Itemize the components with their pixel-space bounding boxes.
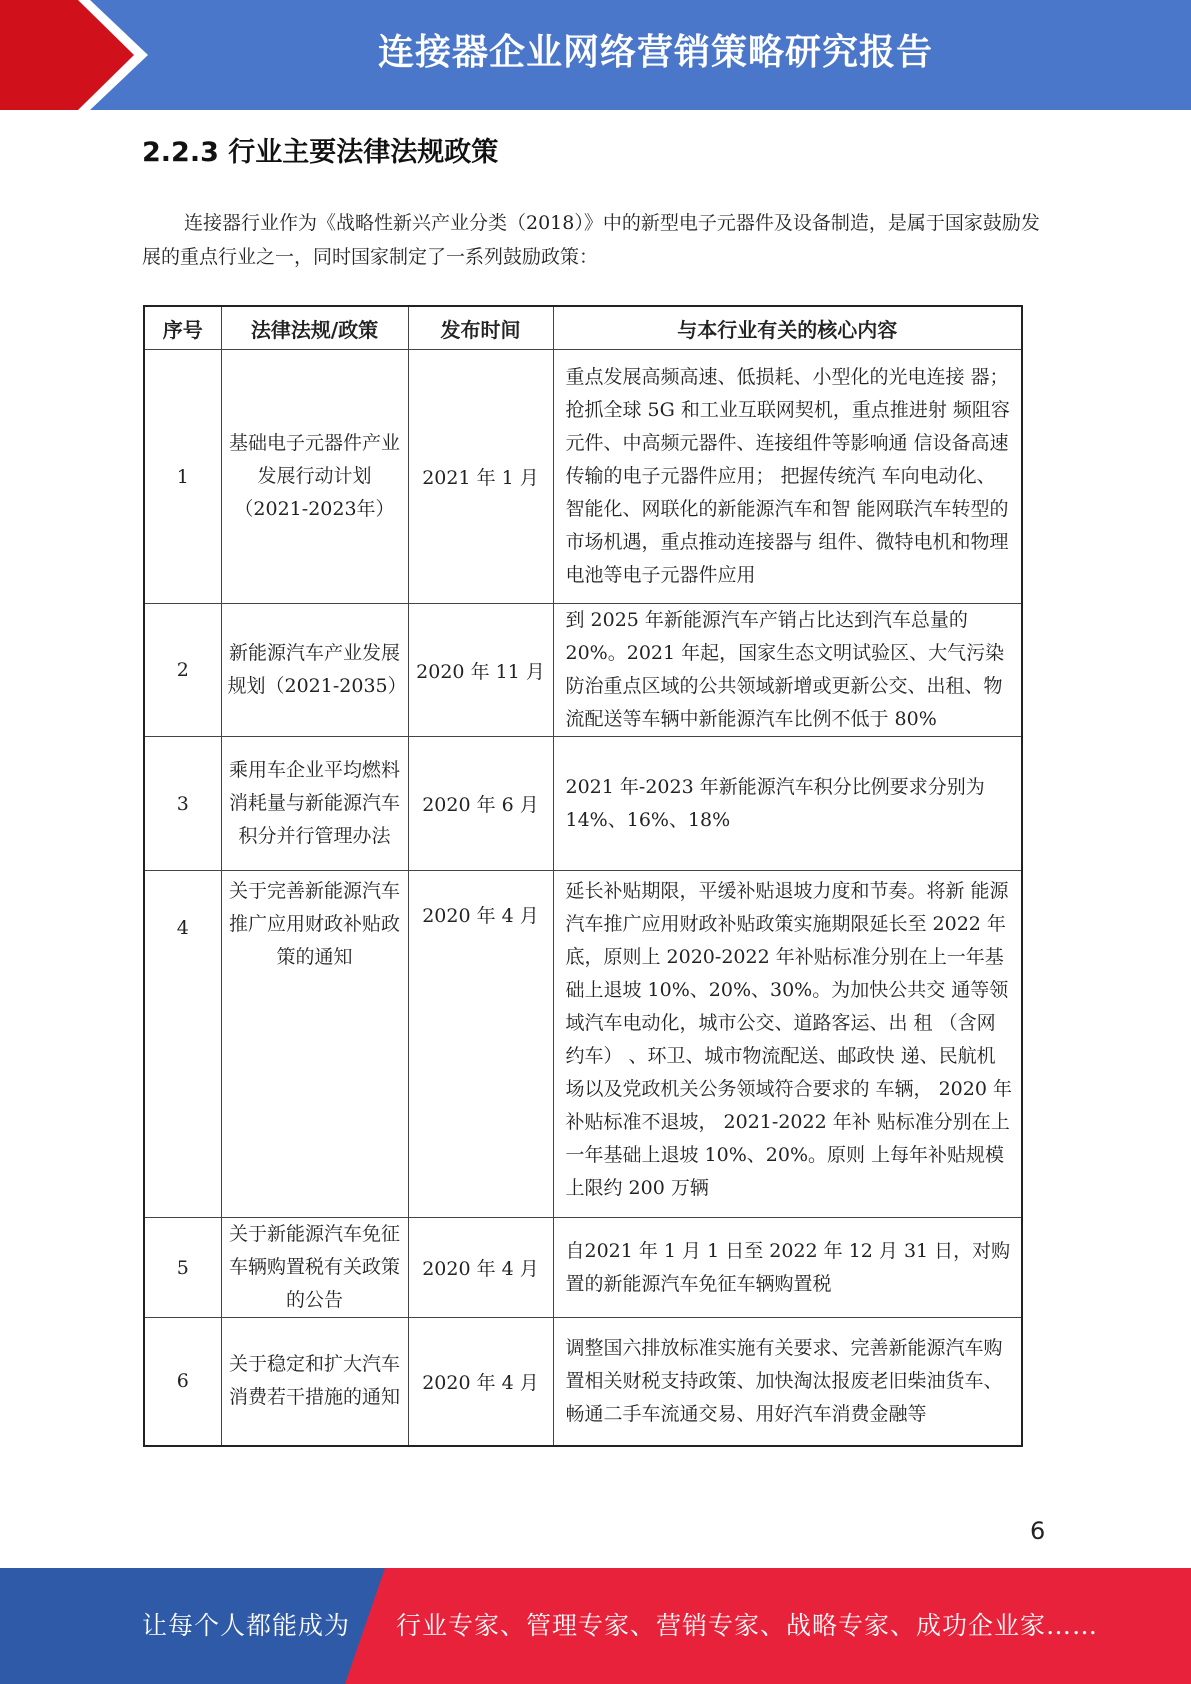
row-policy-name: 关于完善新能源汽车推广应用财政补贴政策的通知 — [221, 871, 408, 1218]
row-content: 到 2025 年新能源汽车产销占比达到汽车总量的 20%。2021 年起，国家生态文明试验区、大气污染防治重点区域的公共领域新增或更新公交、出租、物流配送等车辆中新能源汽车比例不低于 80% — [553, 604, 1022, 737]
row-content: 延长补贴期限，平缓补贴退坡力度和节奏。将新 能源汽车推广应用财政补贴政策实施期限延长至 2022 年底，原则上 2020-2022 年补贴标准分别在上一年基础上退坡 10%、20%、30%。为加快公共交 通等领域汽车电动化，城市公交、道路客运、出 租 （含网约车） 、环卫、城市物流配送、邮政快 递、民航机场以及党政机关公务领域符合要求的 车辆， 2020 年补贴标准不退坡， 2021-2022 年补 贴标准分别在上一年基础上退坡 10%、20%。原则 上每年补贴规模上限约 200 万辆 — [553, 871, 1022, 1218]
row-content: 2021 年-2023 年新能源汽车积分比例要求分别为 14%、16%、18% — [553, 737, 1022, 871]
footer-band — [0, 1568, 1191, 1684]
row-policy-name: 关于稳定和扩大汽车消费若干措施的通知 — [221, 1318, 408, 1446]
header-policy: 法律法规/政策 — [221, 306, 408, 350]
row-no: 5 — [144, 1218, 221, 1318]
row-no: 1 — [144, 350, 221, 604]
row-content: 重点发展高频高速、低损耗、小型化的光电连接 器；抢抓全球 5G 和工业互联网契机，重点推进射 频阻容元件、中高频元器件、连接组件等影响通 信设备高速传输的电子元器件应用； 把握传统汽 车向电动化、智能化、网联化的新能源汽车和智 能网联汽车转型的市场机遇，重点推动连接器与 组件、微特电机和物理电池等电子元器件应用 — [553, 350, 1022, 604]
header-band — [0, 0, 1191, 110]
table-row — [144, 1218, 1022, 1318]
row-date: 2020 年 11 月 — [408, 604, 553, 737]
header-date: 发布时间 — [408, 306, 553, 350]
table-header-row — [144, 306, 1022, 350]
row-date: 2020 年 6 月 — [408, 737, 553, 871]
row-no: 4 — [144, 871, 221, 1218]
page-number: 6 — [1030, 1517, 1046, 1545]
header-arrow-icon — [0, 0, 160, 110]
report-title: 连接器企业网络营销策略研究报告 — [377, 32, 933, 73]
row-policy-name: 乘用车企业平均燃料消耗量与新能源汽车积分并行管理办法 — [221, 737, 408, 871]
row-policy-name: 关于新能源汽车免征车辆购置税有关政策的公告 — [221, 1218, 408, 1318]
header-no: 序号 — [144, 306, 221, 350]
intro-paragraph: 连接器行业作为《战略性新兴产业分类（2018）》中的新型电子元器件及设备制造，是属于国家鼓励发展的重点行业之一，同时国家制定了一系列鼓励政策： — [142, 212, 1040, 268]
table-row — [144, 737, 1022, 871]
policy-table — [143, 305, 1023, 1447]
row-content: 自2021 年 1 月 1 日至 2022 年 12 月 31 日，对购 置的新能源汽车免征车辆购置税 — [553, 1218, 1022, 1318]
header-content: 与本行业有关的核心内容 — [553, 306, 1022, 350]
row-no: 3 — [144, 737, 221, 871]
section-heading: 2.2.3 行业主要法律法规政策 — [142, 137, 499, 168]
row-date: 2020 年 4 月 — [408, 1318, 553, 1446]
row-content: 调整国六排放标准实施有关要求、完善新能源汽车购置相关财税支持政策、加快淘汰报废老旧柴油货车、畅通二手车流通交易、用好汽车消费金融等 — [553, 1318, 1022, 1446]
table-row — [144, 604, 1022, 737]
footer-slogan-right: 行业专家、管理专家、营销专家、战略专家、成功企业家…… — [396, 1611, 1099, 1640]
table-row — [144, 871, 1022, 1218]
row-policy-name: 基础电子元器件产业发展行动计划（2021-2023年） — [221, 350, 408, 604]
table-row — [144, 1318, 1022, 1446]
footer-slogan-left: 让每个人都能成为 — [142, 1611, 351, 1640]
table-row — [144, 350, 1022, 604]
row-date: 2021 年 1 月 — [408, 350, 553, 604]
row-policy-name: 新能源汽车产业发展规划（2021-2035） — [221, 604, 408, 737]
row-date: 2020 年 4 月 — [408, 1218, 553, 1318]
row-no: 6 — [144, 1318, 221, 1446]
row-no: 2 — [144, 604, 221, 737]
row-date: 2020 年 4 月 — [408, 871, 553, 1218]
